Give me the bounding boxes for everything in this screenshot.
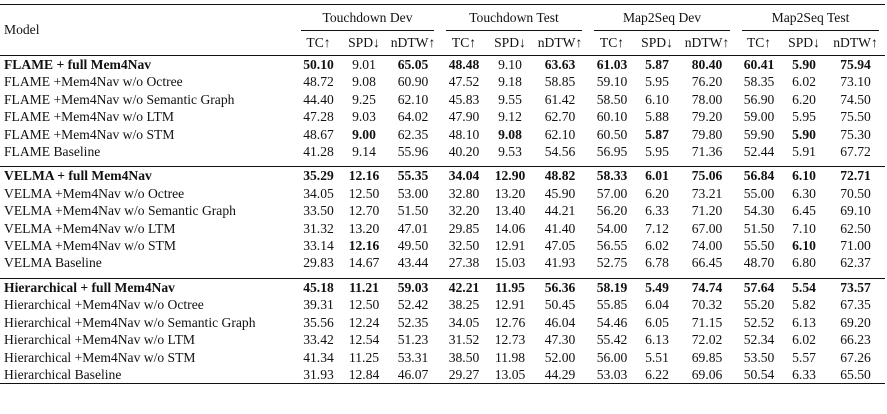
- value-cell: 75.06: [678, 167, 736, 185]
- table-row: [0, 278, 885, 296]
- table-row: [0, 126, 885, 143]
- value-cell: 72.71: [826, 167, 885, 185]
- value-cell: 69.06: [678, 366, 736, 384]
- value-cell: 53.03: [588, 366, 636, 384]
- value-cell: 5.87: [645, 126, 669, 142]
- value-cell: 5.51: [645, 349, 669, 365]
- model-name-cell: FLAME + full Mem4Nav: [0, 56, 295, 74]
- value-cell: 71.00: [840, 238, 871, 254]
- table-row: [0, 56, 885, 74]
- value-cell: 51.50: [397, 203, 429, 219]
- value-cell: 64.02: [397, 109, 429, 125]
- value-cell: 5.54: [782, 278, 826, 296]
- value-cell: 67.35: [840, 297, 871, 313]
- value-cell: 5.57: [792, 349, 816, 365]
- value-cell: 5.87: [636, 56, 678, 74]
- header-group-row: [0, 5, 885, 32]
- value-cell: 5.49: [636, 278, 678, 296]
- value-cell: 9.10: [488, 56, 532, 74]
- model-name-cell: VELMA +Mem4Nav w/o Semantic Graph: [4, 203, 236, 219]
- value-cell: 12.24: [348, 314, 380, 330]
- value-cell: 62.50: [840, 220, 871, 236]
- value-cell: 47.28: [303, 109, 334, 125]
- ablation-results-table: [0, 4, 885, 384]
- value-cell: 59.10: [596, 74, 628, 90]
- value-cell: 56.84: [736, 167, 782, 185]
- model-name-cell: Hierarchical + full Mem4Nav: [0, 278, 295, 296]
- value-cell: 75.94: [826, 56, 885, 74]
- value-cell: 74.74: [678, 278, 736, 296]
- value-cell: 38.50: [448, 349, 480, 365]
- value-cell: 73.57: [826, 278, 885, 296]
- value-cell: 6.80: [792, 255, 816, 271]
- results-body: [0, 56, 885, 384]
- value-cell: 12.91: [494, 297, 526, 313]
- value-cell: 56.00: [596, 349, 628, 365]
- value-cell: 6.13: [792, 314, 816, 330]
- table-row: [0, 220, 885, 237]
- metric-header: TC↑: [746, 35, 772, 50]
- value-cell: 40.20: [448, 144, 480, 160]
- value-cell: 12.16: [348, 238, 380, 254]
- value-cell: 15.03: [494, 255, 526, 271]
- value-cell: 33.14: [303, 238, 334, 254]
- value-cell: 79.80: [691, 126, 723, 142]
- value-cell: 12.54: [348, 332, 380, 348]
- value-cell: 35.29: [295, 167, 342, 185]
- value-cell: 48.72: [303, 74, 334, 90]
- table-row: [0, 296, 885, 313]
- value-cell: 75.50: [840, 109, 871, 125]
- model-name-cell: FLAME +Mem4Nav w/o Octree: [4, 74, 183, 90]
- table-row: [0, 202, 885, 219]
- value-cell: 5.90: [782, 56, 826, 74]
- value-cell: 52.52: [743, 314, 775, 330]
- value-cell: 6.20: [645, 185, 669, 201]
- value-cell: 6.10: [782, 167, 826, 185]
- table-row: [0, 91, 885, 108]
- value-cell: 59.90: [743, 126, 775, 142]
- value-cell: 6.22: [636, 366, 678, 384]
- value-cell: 9.18: [498, 74, 522, 90]
- value-cell: 71.15: [691, 314, 723, 330]
- value-cell: 53.50: [743, 349, 775, 365]
- value-cell: 75.30: [840, 126, 871, 142]
- group-header-map2seq-dev: Map2Seq Dev: [588, 5, 736, 32]
- value-cell: 44.40: [303, 91, 334, 107]
- table-row: [0, 366, 885, 384]
- value-cell: 54.46: [596, 314, 628, 330]
- value-cell: 52.44: [743, 144, 775, 160]
- value-cell: 73.21: [691, 185, 723, 201]
- value-cell: 63.63: [532, 56, 588, 74]
- value-cell: 11.98: [494, 349, 526, 365]
- value-cell: 41.93: [544, 255, 576, 271]
- metric-header: SPD↓: [788, 35, 820, 50]
- value-cell: 12.91: [494, 238, 526, 254]
- value-cell: 39.31: [303, 297, 334, 313]
- value-cell: 71.36: [691, 144, 723, 160]
- value-cell: 9.03: [352, 109, 376, 125]
- value-cell: 48.82: [532, 167, 588, 185]
- value-cell: 12.50: [348, 297, 380, 313]
- value-cell: 6.10: [792, 238, 816, 254]
- metric-header: nDTW↑: [684, 35, 730, 50]
- model-name-cell: VELMA +Mem4Nav w/o Octree: [4, 185, 185, 201]
- value-cell: 52.75: [596, 255, 628, 271]
- value-cell: 6.45: [792, 203, 816, 219]
- value-cell: 5.82: [792, 297, 816, 313]
- value-cell: 6.02: [645, 238, 669, 254]
- value-cell: 6.20: [792, 91, 816, 107]
- value-cell: 48.70: [743, 255, 775, 271]
- value-cell: 29.27: [440, 366, 488, 384]
- value-cell: 5.95: [792, 109, 816, 125]
- value-cell: 47.05: [544, 238, 576, 254]
- value-cell: 60.90: [397, 74, 429, 90]
- model-name-cell: VELMA Baseline: [4, 255, 102, 271]
- value-cell: 69.10: [840, 203, 871, 219]
- value-cell: 56.36: [532, 278, 588, 296]
- value-cell: 58.50: [596, 91, 628, 107]
- value-cell: 9.53: [498, 144, 522, 160]
- value-cell: 67.26: [840, 349, 871, 365]
- value-cell: 44.29: [532, 366, 588, 384]
- value-cell: 65.50: [826, 366, 885, 384]
- value-cell: 9.12: [498, 109, 522, 125]
- value-cell: 31.93: [295, 366, 342, 384]
- value-cell: 6.10: [645, 91, 669, 107]
- metric-header: TC↑: [306, 35, 331, 50]
- model-name-cell: FLAME +Mem4Nav w/o Semantic Graph: [4, 91, 235, 107]
- value-cell: 49.50: [397, 238, 429, 254]
- model-name-cell: VELMA + full Mem4Nav: [0, 167, 295, 185]
- value-cell: 33.50: [303, 203, 334, 219]
- table-row: [0, 237, 885, 254]
- value-cell: 67.72: [840, 144, 871, 160]
- model-name-cell: Hierarchical +Mem4Nav w/o Octree: [4, 297, 204, 313]
- model-column-header: Model: [0, 5, 295, 56]
- value-cell: 61.03: [588, 56, 636, 74]
- table-row: [0, 349, 885, 366]
- value-cell: 60.41: [736, 56, 782, 74]
- model-name-cell: Hierarchical Baseline: [0, 366, 295, 384]
- value-cell: 32.20: [448, 203, 480, 219]
- value-cell: 13.20: [348, 220, 380, 236]
- model-name-cell: FLAME +Mem4Nav w/o LTM: [4, 109, 174, 125]
- value-cell: 46.07: [386, 366, 440, 384]
- value-cell: 5.91: [792, 144, 816, 160]
- value-cell: 62.10: [544, 126, 576, 142]
- value-cell: 76.20: [691, 74, 723, 90]
- value-cell: 58.33: [588, 167, 636, 185]
- table-row: [0, 73, 885, 90]
- value-cell: 14.06: [494, 220, 526, 236]
- value-cell: 57.00: [596, 185, 628, 201]
- value-cell: 6.01: [636, 167, 678, 185]
- value-cell: 70.32: [691, 297, 723, 313]
- value-cell: 71.20: [691, 203, 723, 219]
- value-cell: 66.23: [840, 332, 871, 348]
- value-cell: 50.54: [736, 366, 782, 384]
- model-name-cell: VELMA +Mem4Nav w/o STM: [4, 238, 176, 254]
- value-cell: 34.04: [440, 167, 488, 185]
- value-cell: 57.64: [736, 278, 782, 296]
- value-cell: 9.01: [342, 56, 386, 74]
- value-cell: 62.70: [544, 109, 576, 125]
- value-cell: 52.42: [397, 297, 429, 313]
- value-cell: 53.00: [397, 185, 429, 201]
- value-cell: 12.73: [494, 332, 526, 348]
- value-cell: 50.10: [295, 56, 342, 74]
- table-row: [0, 314, 885, 331]
- value-cell: 9.00: [352, 126, 376, 142]
- value-cell: 12.16: [342, 167, 386, 185]
- value-cell: 14.67: [348, 255, 380, 271]
- value-cell: 9.08: [498, 126, 522, 142]
- model-name-cell: Hierarchical +Mem4Nav w/o STM: [4, 349, 196, 365]
- metric-header: nDTW↑: [390, 35, 436, 50]
- value-cell: 55.35: [386, 167, 440, 185]
- value-cell: 52.35: [397, 314, 429, 330]
- value-cell: 45.18: [295, 278, 342, 296]
- table-row: [0, 108, 885, 125]
- value-cell: 29.85: [448, 220, 480, 236]
- value-cell: 5.88: [645, 109, 669, 125]
- value-cell: 9.25: [352, 91, 376, 107]
- value-cell: 42.21: [440, 278, 488, 296]
- value-cell: 78.00: [691, 91, 723, 107]
- value-cell: 5.95: [645, 74, 669, 90]
- value-cell: 41.34: [303, 349, 334, 365]
- value-cell: 48.48: [440, 56, 488, 74]
- value-cell: 45.83: [448, 91, 480, 107]
- value-cell: 48.67: [303, 126, 334, 142]
- metric-header: SPD↓: [494, 35, 526, 50]
- value-cell: 70.50: [840, 185, 871, 201]
- value-cell: 51.23: [397, 332, 429, 348]
- value-cell: 56.90: [743, 91, 775, 107]
- value-cell: 50.45: [544, 297, 576, 313]
- value-cell: 6.78: [645, 255, 669, 271]
- model-name-cell: Hierarchical +Mem4Nav w/o LTM: [4, 332, 196, 348]
- value-cell: 55.20: [743, 297, 775, 313]
- value-cell: 55.00: [743, 185, 775, 201]
- value-cell: 58.19: [588, 278, 636, 296]
- table-row: [0, 167, 885, 185]
- model-name-cell: Hierarchical +Mem4Nav w/o Semantic Graph: [4, 314, 256, 330]
- value-cell: 55.42: [596, 332, 628, 348]
- metric-header: TC↑: [451, 35, 477, 50]
- value-cell: 11.21: [342, 278, 386, 296]
- value-cell: 41.28: [303, 144, 334, 160]
- value-cell: 34.05: [448, 314, 480, 330]
- value-cell: 7.10: [792, 220, 816, 236]
- metric-header: nDTW↑: [833, 35, 878, 50]
- value-cell: 47.01: [397, 220, 429, 236]
- value-cell: 55.96: [397, 144, 429, 160]
- table-row: [0, 254, 885, 271]
- value-cell: 41.40: [544, 220, 576, 236]
- value-cell: 35.56: [303, 314, 334, 330]
- value-cell: 52.34: [743, 332, 775, 348]
- value-cell: 33.42: [303, 332, 334, 348]
- value-cell: 80.40: [678, 56, 736, 74]
- group-header-touchdown-dev: Touchdown Dev: [295, 5, 440, 32]
- value-cell: 59.03: [386, 278, 440, 296]
- value-cell: 6.05: [645, 314, 669, 330]
- value-cell: 32.50: [448, 238, 480, 254]
- value-cell: 12.76: [494, 314, 526, 330]
- value-cell: 58.85: [544, 74, 576, 90]
- value-cell: 51.50: [743, 220, 775, 236]
- value-cell: 34.05: [303, 185, 334, 201]
- value-cell: 12.50: [348, 185, 380, 201]
- value-cell: 6.02: [792, 332, 816, 348]
- value-cell: 48.10: [448, 126, 480, 142]
- value-cell: 47.52: [448, 74, 480, 90]
- value-cell: 69.20: [840, 314, 871, 330]
- value-cell: 65.05: [386, 56, 440, 74]
- metric-header: SPD↓: [641, 35, 673, 50]
- table-row: [0, 185, 885, 202]
- value-cell: 13.40: [494, 203, 526, 219]
- value-cell: 12.90: [488, 167, 532, 185]
- table-row: [0, 331, 885, 348]
- value-cell: 45.90: [544, 185, 576, 201]
- value-cell: 32.80: [448, 185, 480, 201]
- value-cell: 11.95: [488, 278, 532, 296]
- value-cell: 53.31: [397, 349, 429, 365]
- value-cell: 5.90: [792, 126, 816, 142]
- value-cell: 46.04: [544, 314, 576, 330]
- metric-header: nDTW↑: [537, 35, 583, 50]
- value-cell: 12.84: [342, 366, 386, 384]
- value-cell: 44.21: [544, 203, 576, 219]
- value-cell: 9.55: [498, 91, 522, 107]
- value-cell: 12.70: [348, 203, 380, 219]
- value-cell: 61.42: [544, 91, 576, 107]
- value-cell: 67.00: [691, 220, 723, 236]
- value-cell: 6.33: [782, 366, 826, 384]
- value-cell: 52.00: [544, 349, 576, 365]
- value-cell: 13.05: [488, 366, 532, 384]
- value-cell: 47.30: [544, 332, 576, 348]
- value-cell: 6.04: [645, 297, 669, 313]
- value-cell: 74.00: [691, 238, 723, 254]
- model-name-cell: FLAME +Mem4Nav w/o STM: [4, 126, 175, 142]
- value-cell: 6.33: [645, 203, 669, 219]
- value-cell: 27.38: [448, 255, 480, 271]
- metric-header: SPD↓: [348, 35, 380, 50]
- value-cell: 58.35: [743, 74, 775, 90]
- group-header-map2seq-test: Map2Seq Test: [736, 5, 885, 32]
- model-name-cell: FLAME Baseline: [4, 144, 101, 160]
- model-name-cell: VELMA +Mem4Nav w/o LTM: [4, 220, 176, 236]
- value-cell: 69.85: [691, 349, 723, 365]
- value-cell: 62.10: [397, 91, 429, 107]
- value-cell: 59.00: [743, 109, 775, 125]
- value-cell: 11.25: [348, 349, 380, 365]
- value-cell: 6.13: [645, 332, 669, 348]
- value-cell: 9.14: [352, 144, 376, 160]
- value-cell: 56.95: [596, 144, 628, 160]
- value-cell: 62.35: [397, 126, 429, 142]
- value-cell: 74.50: [840, 91, 871, 107]
- value-cell: 60.50: [596, 126, 628, 142]
- value-cell: 54.56: [544, 144, 576, 160]
- value-cell: 73.10: [840, 74, 871, 90]
- value-cell: 54.30: [743, 203, 775, 219]
- value-cell: 47.90: [448, 109, 480, 125]
- value-cell: 9.08: [352, 74, 376, 90]
- value-cell: 43.44: [397, 255, 429, 271]
- value-cell: 38.25: [448, 297, 480, 313]
- value-cell: 29.83: [303, 255, 334, 271]
- value-cell: 31.52: [448, 332, 480, 348]
- value-cell: 31.32: [303, 220, 334, 236]
- value-cell: 56.20: [596, 203, 628, 219]
- value-cell: 6.02: [792, 74, 816, 90]
- value-cell: 56.55: [596, 238, 628, 254]
- value-cell: 7.12: [645, 220, 669, 236]
- value-cell: 13.20: [494, 185, 526, 201]
- value-cell: 55.50: [743, 238, 775, 254]
- value-cell: 6.30: [792, 185, 816, 201]
- metric-header: TC↑: [599, 35, 625, 50]
- value-cell: 62.37: [840, 255, 871, 271]
- value-cell: 79.20: [691, 109, 723, 125]
- value-cell: 54.00: [596, 220, 628, 236]
- group-header-touchdown-test: Touchdown Test: [440, 5, 588, 32]
- value-cell: 72.02: [691, 332, 723, 348]
- value-cell: 55.85: [596, 297, 628, 313]
- table-row: [0, 143, 885, 160]
- value-cell: 66.45: [691, 255, 723, 271]
- value-cell: 5.95: [645, 144, 669, 160]
- value-cell: 60.10: [596, 109, 628, 125]
